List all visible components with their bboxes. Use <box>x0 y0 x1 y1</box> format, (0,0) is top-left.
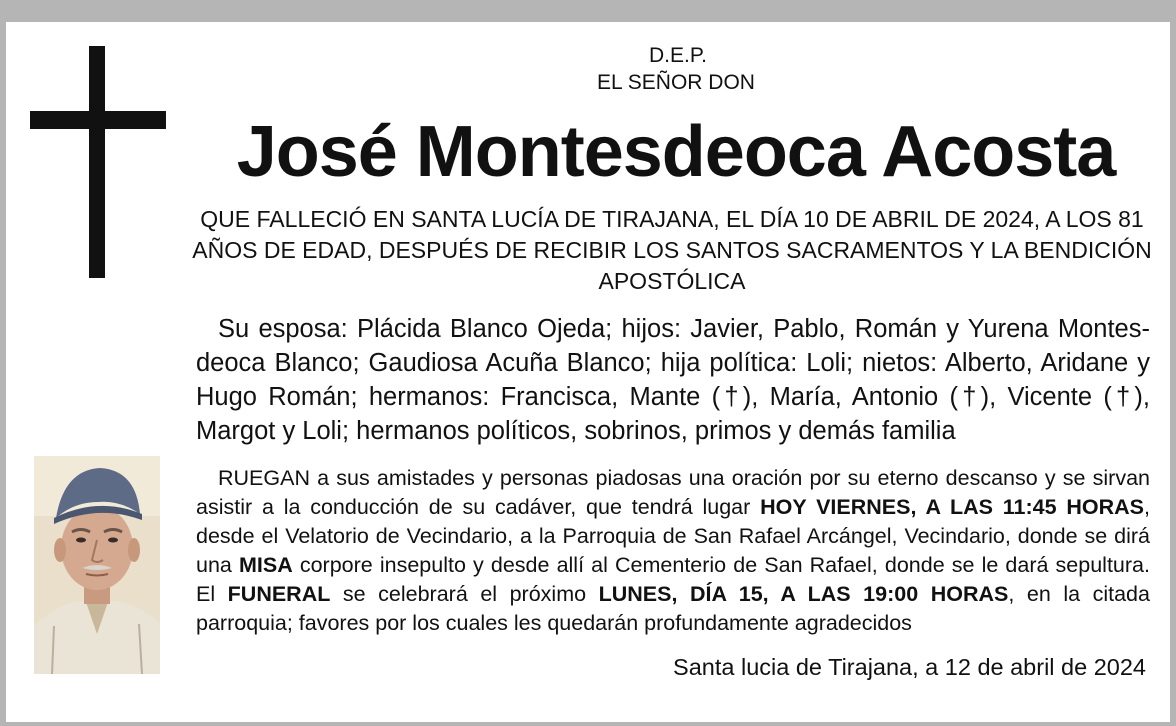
service-text-4: se celebrará el próximo <box>330 582 599 606</box>
place-and-date: Santa lucia de Tirajana, a 12 de abril de 2024 <box>673 654 1146 680</box>
service-text-2: , desde el Velatorio de Vecindario, a la Parroquia de San Rafael Arcángel, Vecindario, donde se dirá una <box>196 495 1150 577</box>
service-text-1: RUEGAN a sus amistades y personas piadosas una oración por su eterno descanso y se sirvan asistir a la conducción de su cadáver, que tendrá lugar <box>196 466 1150 519</box>
funeral-date: LUNES, DÍA 15, A LAS 19:00 HORAS <box>598 582 1009 606</box>
service-time: HOY VIERNES, A LAS 11:45 HORAS <box>760 495 1145 519</box>
service-details <box>196 464 1150 638</box>
obituary-card <box>6 22 1170 722</box>
cross-icon <box>30 46 166 278</box>
service-text-5: , en la citada parroquia; favores por los cuales les quedarán profundamente agradecidos <box>196 582 1150 635</box>
portrait-illustration <box>34 456 160 674</box>
cross-vertical-bar <box>89 46 105 278</box>
mass-label: MISA <box>238 553 293 577</box>
death-notice: QUE FALLECIÓ EN SANTA LUCÍA DE TIRAJANA, EL DÍA 10 DE ABRIL DE 2024, A LOS 81 AÑOS DE EDAD, DESPUÉS DE RECIBIR LOS SANTOS SACRAMENTOS Y LA BENDICIÓN APOSTÓLICA <box>192 206 1152 294</box>
dep-heading: D.E.P. <box>649 44 707 67</box>
funeral-label: FUNERAL <box>227 582 331 606</box>
cross-horizontal-bar <box>30 111 166 129</box>
title-prefix: EL SEÑOR DON <box>597 71 755 94</box>
deceased-name: José Montesdeoca Acosta <box>236 112 1116 192</box>
portrait-photo <box>34 456 160 674</box>
service-text-3: corpore insepulto y desde allí al Cementerio de San Rafael, donde se le dará sepultura. El <box>196 553 1150 606</box>
family-list: Su esposa: Plácida Blanco Ojeda; hijos: Javier, Pablo, Román y Yurena Montes-deoca Blanco; Gaudiosa Acuña Blanco; hija política: Loli; nietos: Alberto, Aridane y Hugo Román; hermanos: Francisca, Mante (†), María, Antonio (†), Vicente (†), Margot y Loli; hermanos políticos, sobrinos, primos y demás familia <box>196 315 1150 445</box>
